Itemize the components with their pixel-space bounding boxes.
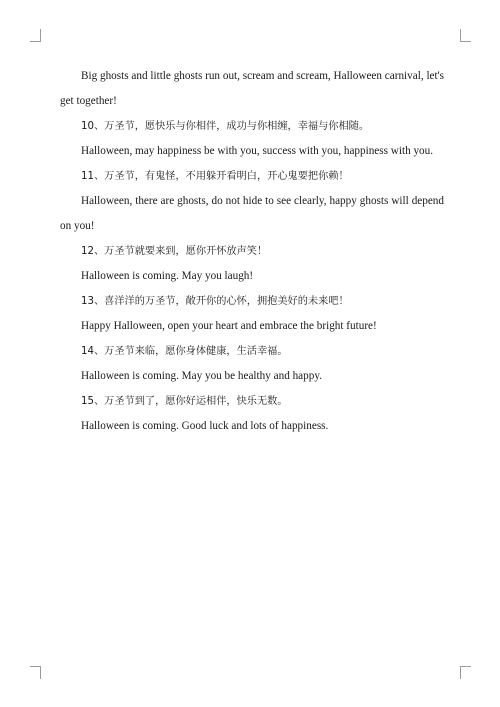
page-corner-mark-top-right xyxy=(460,29,471,42)
paragraph: Big ghosts and little ghosts run out, scream and scream, Halloween carnival, let's get together! xyxy=(60,70,444,107)
paragraph: Happy Halloween, open your heart and embrace the bright future! xyxy=(81,320,377,332)
page-corner-mark-bottom-left xyxy=(30,666,41,679)
paragraph: Halloween is coming. May you be healthy and happy. xyxy=(81,370,322,382)
page-corner-mark-bottom-right xyxy=(460,666,471,679)
paragraph: Halloween, there are ghosts, do not hide to see clearly, happy ghosts will depend on you! xyxy=(60,195,444,232)
paragraph: Halloween is coming. May you laugh! xyxy=(81,270,254,282)
paragraph: Halloween is coming. Good luck and lots of happiness. xyxy=(81,420,329,432)
paragraph: 12、万圣节就要来到，愿你开怀放声笑！ xyxy=(81,246,268,257)
paragraph: 15、万圣节到了，愿你好运相伴，快乐无数。 xyxy=(81,396,288,407)
document-body xyxy=(60,64,444,439)
paragraph: 10、万圣节，愿快乐与你相伴，成功与你相缠，幸福与你相随。 xyxy=(81,121,370,132)
paragraph: 11、万圣节，有鬼怪，不用躲开看明白，开心鬼要把你赖！ xyxy=(81,171,349,182)
paragraph: 14、万圣节来临，愿你身体健康，生活幸福。 xyxy=(81,346,288,357)
paragraph: Halloween, may happiness be with you, success with you, happiness with you. xyxy=(81,145,434,157)
page-corner-mark-top-left xyxy=(30,29,41,42)
paragraph: 13、喜洋洋的万圣节，敞开你的心怀，拥抱美好的未来吧！ xyxy=(81,296,349,307)
